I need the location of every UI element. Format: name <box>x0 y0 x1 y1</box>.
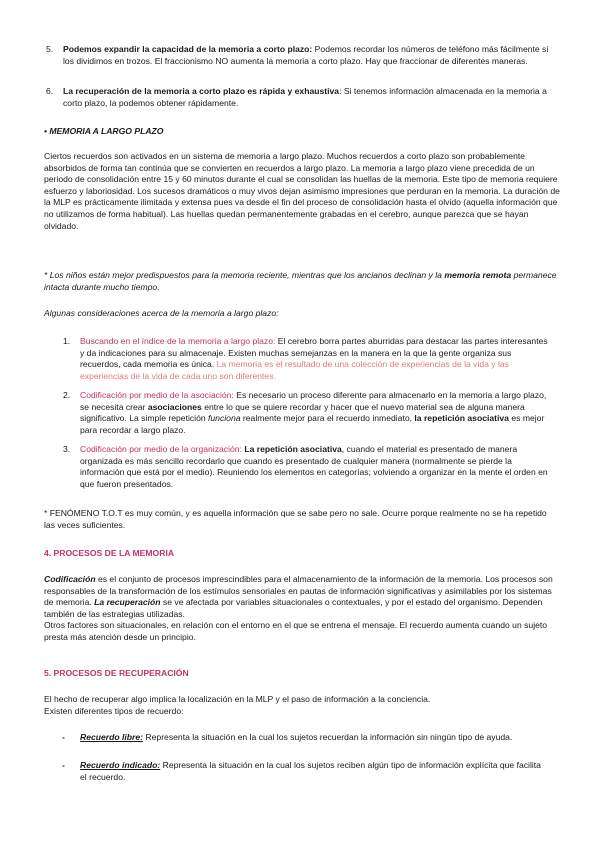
list-item-title: Codificación por medio de la organización: <box>80 444 242 454</box>
consideration-item-2 <box>63 390 550 436</box>
consideration-item-3 <box>63 444 550 490</box>
paragraph-text: Existen diferentes tipos de recuerdo: <box>44 705 184 716</box>
recall-term: Recuerdo libre: <box>80 732 144 742</box>
list-item-body: es mejor para recordar a largo plazo. <box>80 413 545 435</box>
paragraph-text: se ve afectada por variables situacionales o contextuales, y por el estado del organismo. Dependen también de las estrategias utilizadas. <box>44 597 543 619</box>
recall-description: Representa la situación en la cual los sujetos reciben algún tipo de información explícita que facilita el recuerdo. <box>80 760 541 782</box>
note-text: permanece intacta durante mucho tiempo. <box>44 270 557 292</box>
note-bold: remota <box>482 270 512 280</box>
list-item-body: Es necesario un proceso diferente para almacenarlo en la memoria a largo plazo, se necesita crear <box>80 390 547 412</box>
term-codificacion: Codificación <box>44 574 96 584</box>
list-item-body: , cuando el material es presentado de manera organizada es más sencillo recordarlo que cuando es presentado de cualquier manera (normalmente se pierde la información que está por el medio). Reuniendo los elementos en categorías; volviendo a organizar en la mente el orden en que fueron presentados. <box>80 444 548 489</box>
list-number: 2. <box>63 390 71 400</box>
recall-term: Recuerdo indicado: <box>80 760 161 770</box>
list-item-bold: la repetición asociativa <box>414 413 509 424</box>
paragraph-long-term-memory: Ciertos recuerdos son activados en un sistema de memoria a largo plazo. Muchos recuerdos a corto plazo son probablemente absorbidos de forma tan continúa que se convierten en recuerdos a largo plazo. La memoria a largo plazo viene precedida de un periodo de consolidación entre 15 y 60 minutos durante el cual se consolidan las huellas de la memoria. Este tipo de memoria requiere esfuerzo y laboriosidad. Los sucesos dramáticos o muy vivos dejan asimismo impresiones que perduran en la memoria. La duración de la MLP es prácticamente ilimitada y extensa pues va desde el fin del proceso de consolidación hasta el olvido (aquella información que no utilizamos de forma habitual). Las huellas quedan permanentemente grabadas en el cerebro, aunque parezca que se hayan olvidado. <box>44 151 560 231</box>
list-item-body: : Si tenemos información almacenada en la memoria a corto plazo, la podemos obtener rápidamente. <box>63 86 547 108</box>
consideration-item-1 <box>63 336 550 382</box>
list-item-body: Podemos recordar los números de teléfono más fácilmente si los dividimos en trozos. El fraccionismo NO aumenta la memoria a corto plazo. Hay que fraccionar de diferentes maneras. <box>63 44 549 66</box>
note-tot-phenomenon: * FENÓMENO T.O.T es muy común, y es aquella información que se sabe pero no sale. Ocurre porque realmente no se ha repetido las veces suficientes. <box>44 508 547 530</box>
section-heading-retrieval-processes: 5. PROCESOS DE RECUPERACIÓN <box>44 668 189 678</box>
list-item-title: Buscando en el índice de la memoria a largo plazo: <box>80 336 276 346</box>
paragraph-memory-processes <box>44 574 560 644</box>
list-item-bold: La repetición asociativa <box>244 444 342 454</box>
list-number: 3. <box>63 444 71 454</box>
paragraph-text: El hecho de recuperar algo implica la localización en la MLP y el paso de información a la conciencia. <box>44 694 431 704</box>
list-item-title: Podemos expandir la capacidad de la memoria a corto plazo: <box>63 44 313 54</box>
list-item-title: La recuperación de la memoria a corto plazo es rápida y exhaustiva <box>63 86 340 96</box>
list-item-title: Codificación por medio de la asociación: <box>80 390 234 400</box>
recall-type-free <box>80 732 550 744</box>
list-item-bold: asociaciones <box>147 401 202 412</box>
list-item-6 <box>46 86 553 109</box>
list-item-italic: funciona <box>208 413 241 424</box>
note-children-elderly <box>44 270 560 293</box>
considerations-intro: Algunas consideraciones acerca de la memoria a largo plazo: <box>44 308 279 318</box>
list-item-body: El cerebro borra partes aburridas para destacar las partes interesantes y da indicaciones para su almacenaje. Existen muchas semejanzas en la manera en la que la gente organiza sus recuerdos, cada memoria es única. <box>80 336 548 370</box>
paragraph-text: Otros factores son situacionales, en relación con el entorno en el que se entrena el mensaje. El recuerdo aumenta cuando un sujeto presta más atención desde un principio. <box>44 620 548 642</box>
list-number: 1. <box>63 336 71 346</box>
list-item-body: realmente mejor para el recuerdo inmediato, <box>240 413 415 424</box>
list-number: 6. <box>46 86 54 96</box>
recall-type-cued <box>80 760 550 783</box>
paragraph-text: es el conjunto de procesos imprescindibles para el almacenamiento de la información de la memoria. Los procesos son responsables de la transformación de los estímulos sensoriales en pautas de información significativas y asimilables por los sistemas de memoria. <box>44 574 553 608</box>
list-item-highlight: La memoria es el resultado de una colección de experiencias de la vida y las experiencias de la vida de cada uno son diferentes. <box>80 359 509 381</box>
term-recuperacion: La recuperación <box>94 597 161 608</box>
note-bold: memoria <box>444 270 481 280</box>
paragraph-retrieval <box>44 694 560 717</box>
list-number: 5. <box>46 44 54 54</box>
note-text: * Los niños están mejor predispuestos para la memoria reciente, mientras que los ancianos declinan y la <box>44 270 445 280</box>
list-item-5 <box>46 44 553 67</box>
list-item-body: entre lo que se quiere recordar y hacer que el nuevo material sea de alguna manera significativo. La simple repetición <box>80 401 525 424</box>
section-heading-long-term-memory: • MEMORIA A LARGO PLAZO <box>44 126 164 136</box>
dash-bullet: - <box>62 760 65 770</box>
recall-description: Representa la situación en la cual los sujetos recuerdan la información sin ningún tipo de ayuda. <box>143 732 513 742</box>
dash-bullet: - <box>62 732 65 742</box>
section-heading-memory-processes: 4. PROCESOS DE LA MEMORIA <box>44 548 175 558</box>
